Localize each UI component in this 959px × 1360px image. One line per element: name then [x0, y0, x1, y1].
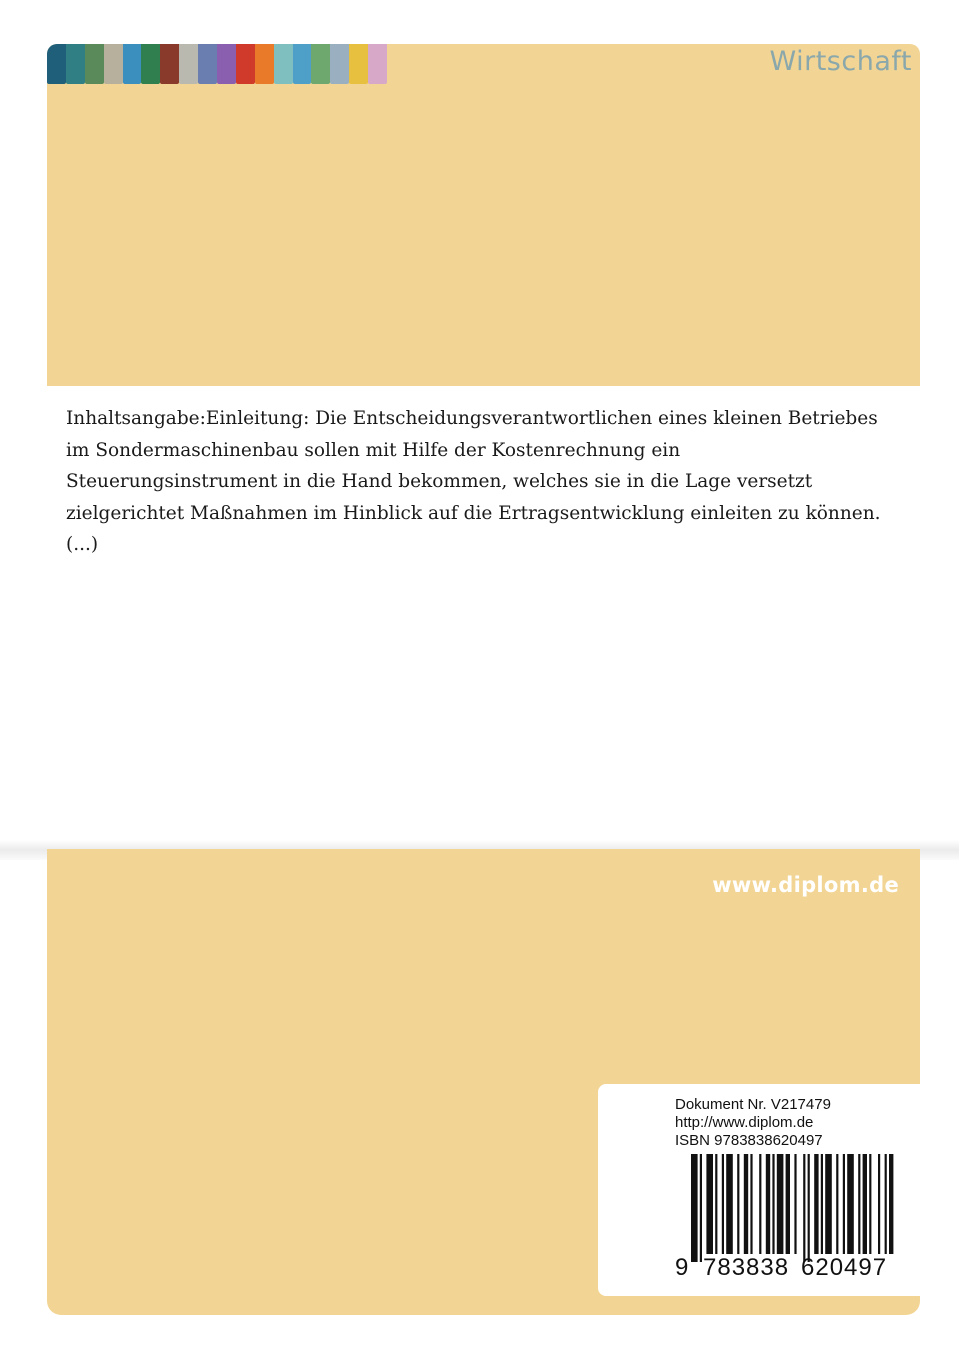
category-label: Wirtschaft — [769, 46, 912, 77]
color-stripe — [160, 44, 179, 84]
publisher-website: www.diplom.de — [712, 873, 899, 897]
color-stripe — [274, 44, 293, 84]
color-stripe — [123, 44, 142, 84]
color-stripe — [311, 44, 330, 84]
color-stripe — [217, 44, 236, 84]
color-stripe — [255, 44, 274, 84]
barcode-digit-first: 9 — [675, 1254, 690, 1281]
document-url: http://www.diplom.de — [675, 1114, 814, 1131]
color-stripe — [330, 44, 349, 84]
cover-top-panel — [47, 44, 920, 386]
color-stripes — [47, 44, 387, 84]
color-stripe — [104, 44, 123, 84]
color-stripe — [179, 44, 198, 84]
abstract-text: Inhaltsangabe:Einleitung: Die Entscheidungsverantwortlichen eines kleinen Betriebes im Sondermaschinenbau sollen mit Hilfe der Kostenrechnung ein Steuerungsinstrument in die Hand bekommen, welches sie in die Lage versetzt zielgerichtet Maßnahmen im Hinblick auf die Ertragsentwicklung einleiten zu können. (...) — [66, 408, 881, 555]
isbn-text: ISBN 9783838620497 — [675, 1132, 823, 1149]
document-info-box — [598, 1084, 920, 1296]
color-stripe — [85, 44, 104, 84]
color-stripe — [368, 44, 387, 84]
barcode-image — [691, 1154, 901, 1262]
color-stripe — [198, 44, 217, 84]
color-stripe — [349, 44, 368, 84]
barcode-digits-group1: 783838 — [703, 1254, 790, 1281]
color-stripe — [236, 44, 255, 84]
color-stripe — [47, 44, 66, 84]
color-stripe — [293, 44, 312, 84]
color-stripe — [141, 44, 160, 84]
color-stripe — [66, 44, 85, 84]
barcode-digits-group2: 620497 — [801, 1254, 888, 1281]
document-number: Dokument Nr. V217479 — [675, 1096, 831, 1113]
